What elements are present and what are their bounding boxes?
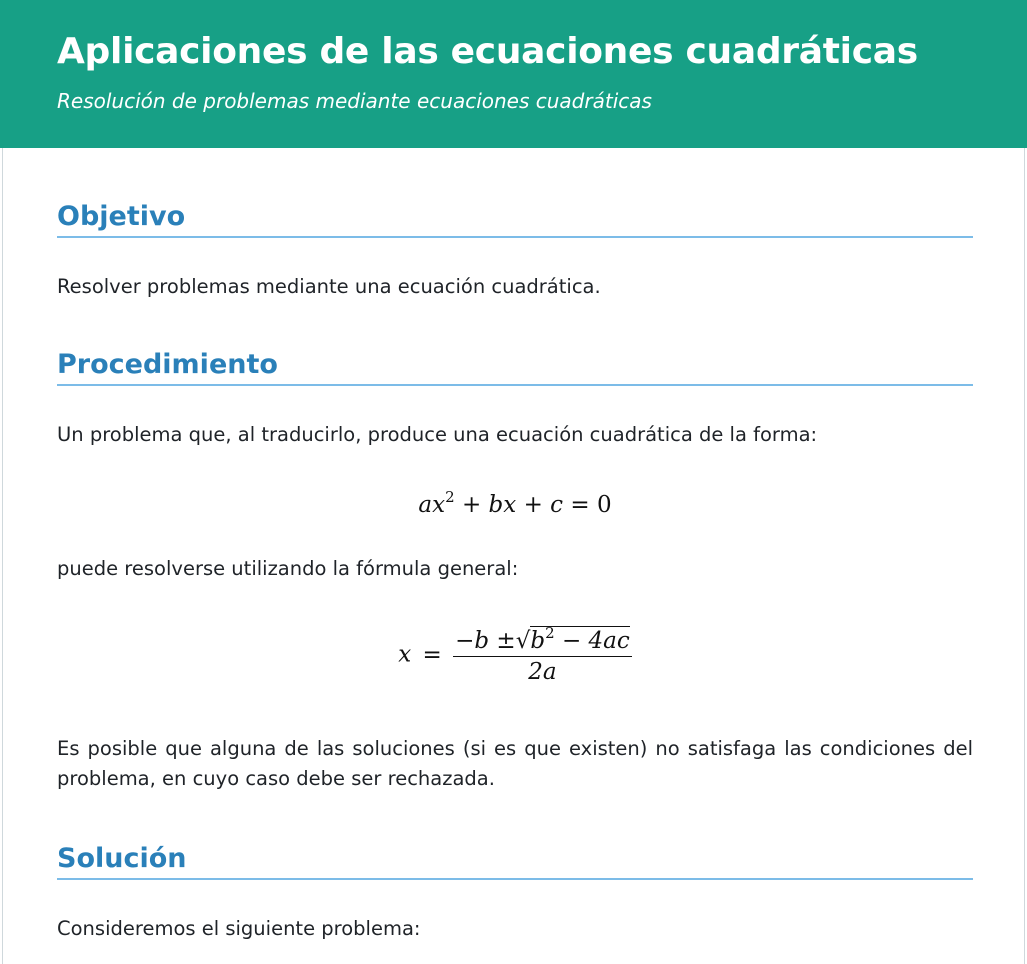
page-subtitle: Resolución de problemas mediante ecuaciones cuadráticas bbox=[57, 89, 652, 113]
procedimiento-middle: puede resolverse utilizando la fórmula general: bbox=[57, 557, 519, 580]
objetivo-text: Resolver problemas mediante una ecuación cuadrática. bbox=[57, 275, 601, 298]
eq-equals: = bbox=[570, 492, 590, 518]
procedimiento-outro: Es posible que alguna de las soluciones (si es que existen) no satisfaga las condiciones del problema, en cuyo caso debe ser rechazada. bbox=[57, 737, 973, 790]
formula-fraction bbox=[453, 624, 632, 685]
formula-exponent: 2 bbox=[545, 624, 555, 642]
section-heading-objetivo: Objetivo bbox=[57, 200, 973, 238]
eq-plus: + bbox=[523, 492, 543, 518]
page-content bbox=[57, 148, 973, 944]
eq-coef-a: a bbox=[418, 492, 433, 518]
page-title: Aplicaciones de las ecuaciones cuadráticas bbox=[57, 31, 918, 72]
formula-plus-minus: ± bbox=[496, 628, 516, 654]
eq-term-c: c bbox=[550, 492, 564, 518]
formula-numerator bbox=[453, 624, 632, 657]
eq-var-x: x bbox=[432, 492, 446, 518]
page-header bbox=[0, 0, 1027, 148]
eq-plus: + bbox=[461, 492, 482, 518]
eq-term-bx: bx bbox=[488, 492, 517, 518]
solucion-text: Consideremos el siguiente problema: bbox=[57, 917, 421, 940]
formula-radicand bbox=[530, 626, 629, 654]
procedimiento-intro: Un problema que, al traducirlo, produce una ecuación cuadrática de la forma: bbox=[57, 423, 818, 446]
section-heading-procedimiento: Procedimiento bbox=[57, 348, 973, 386]
quadratic-formula bbox=[57, 624, 973, 694]
formula-lhs: x bbox=[398, 641, 412, 668]
formula-b: b bbox=[530, 628, 546, 654]
formula-equals: = bbox=[422, 641, 442, 668]
document-page bbox=[2, 0, 1025, 964]
eq-exponent: 2 bbox=[445, 488, 455, 506]
formula-minus: − bbox=[561, 628, 582, 654]
formula-neg-b: −b bbox=[455, 628, 490, 654]
formula-4ac: 4ac bbox=[588, 628, 630, 654]
eq-zero: 0 bbox=[596, 492, 612, 518]
quadratic-equation bbox=[57, 480, 973, 518]
formula-denominator: 2a bbox=[528, 659, 557, 685]
section-heading-solucion: Solución bbox=[57, 842, 973, 880]
sqrt-icon: √ bbox=[515, 628, 531, 654]
